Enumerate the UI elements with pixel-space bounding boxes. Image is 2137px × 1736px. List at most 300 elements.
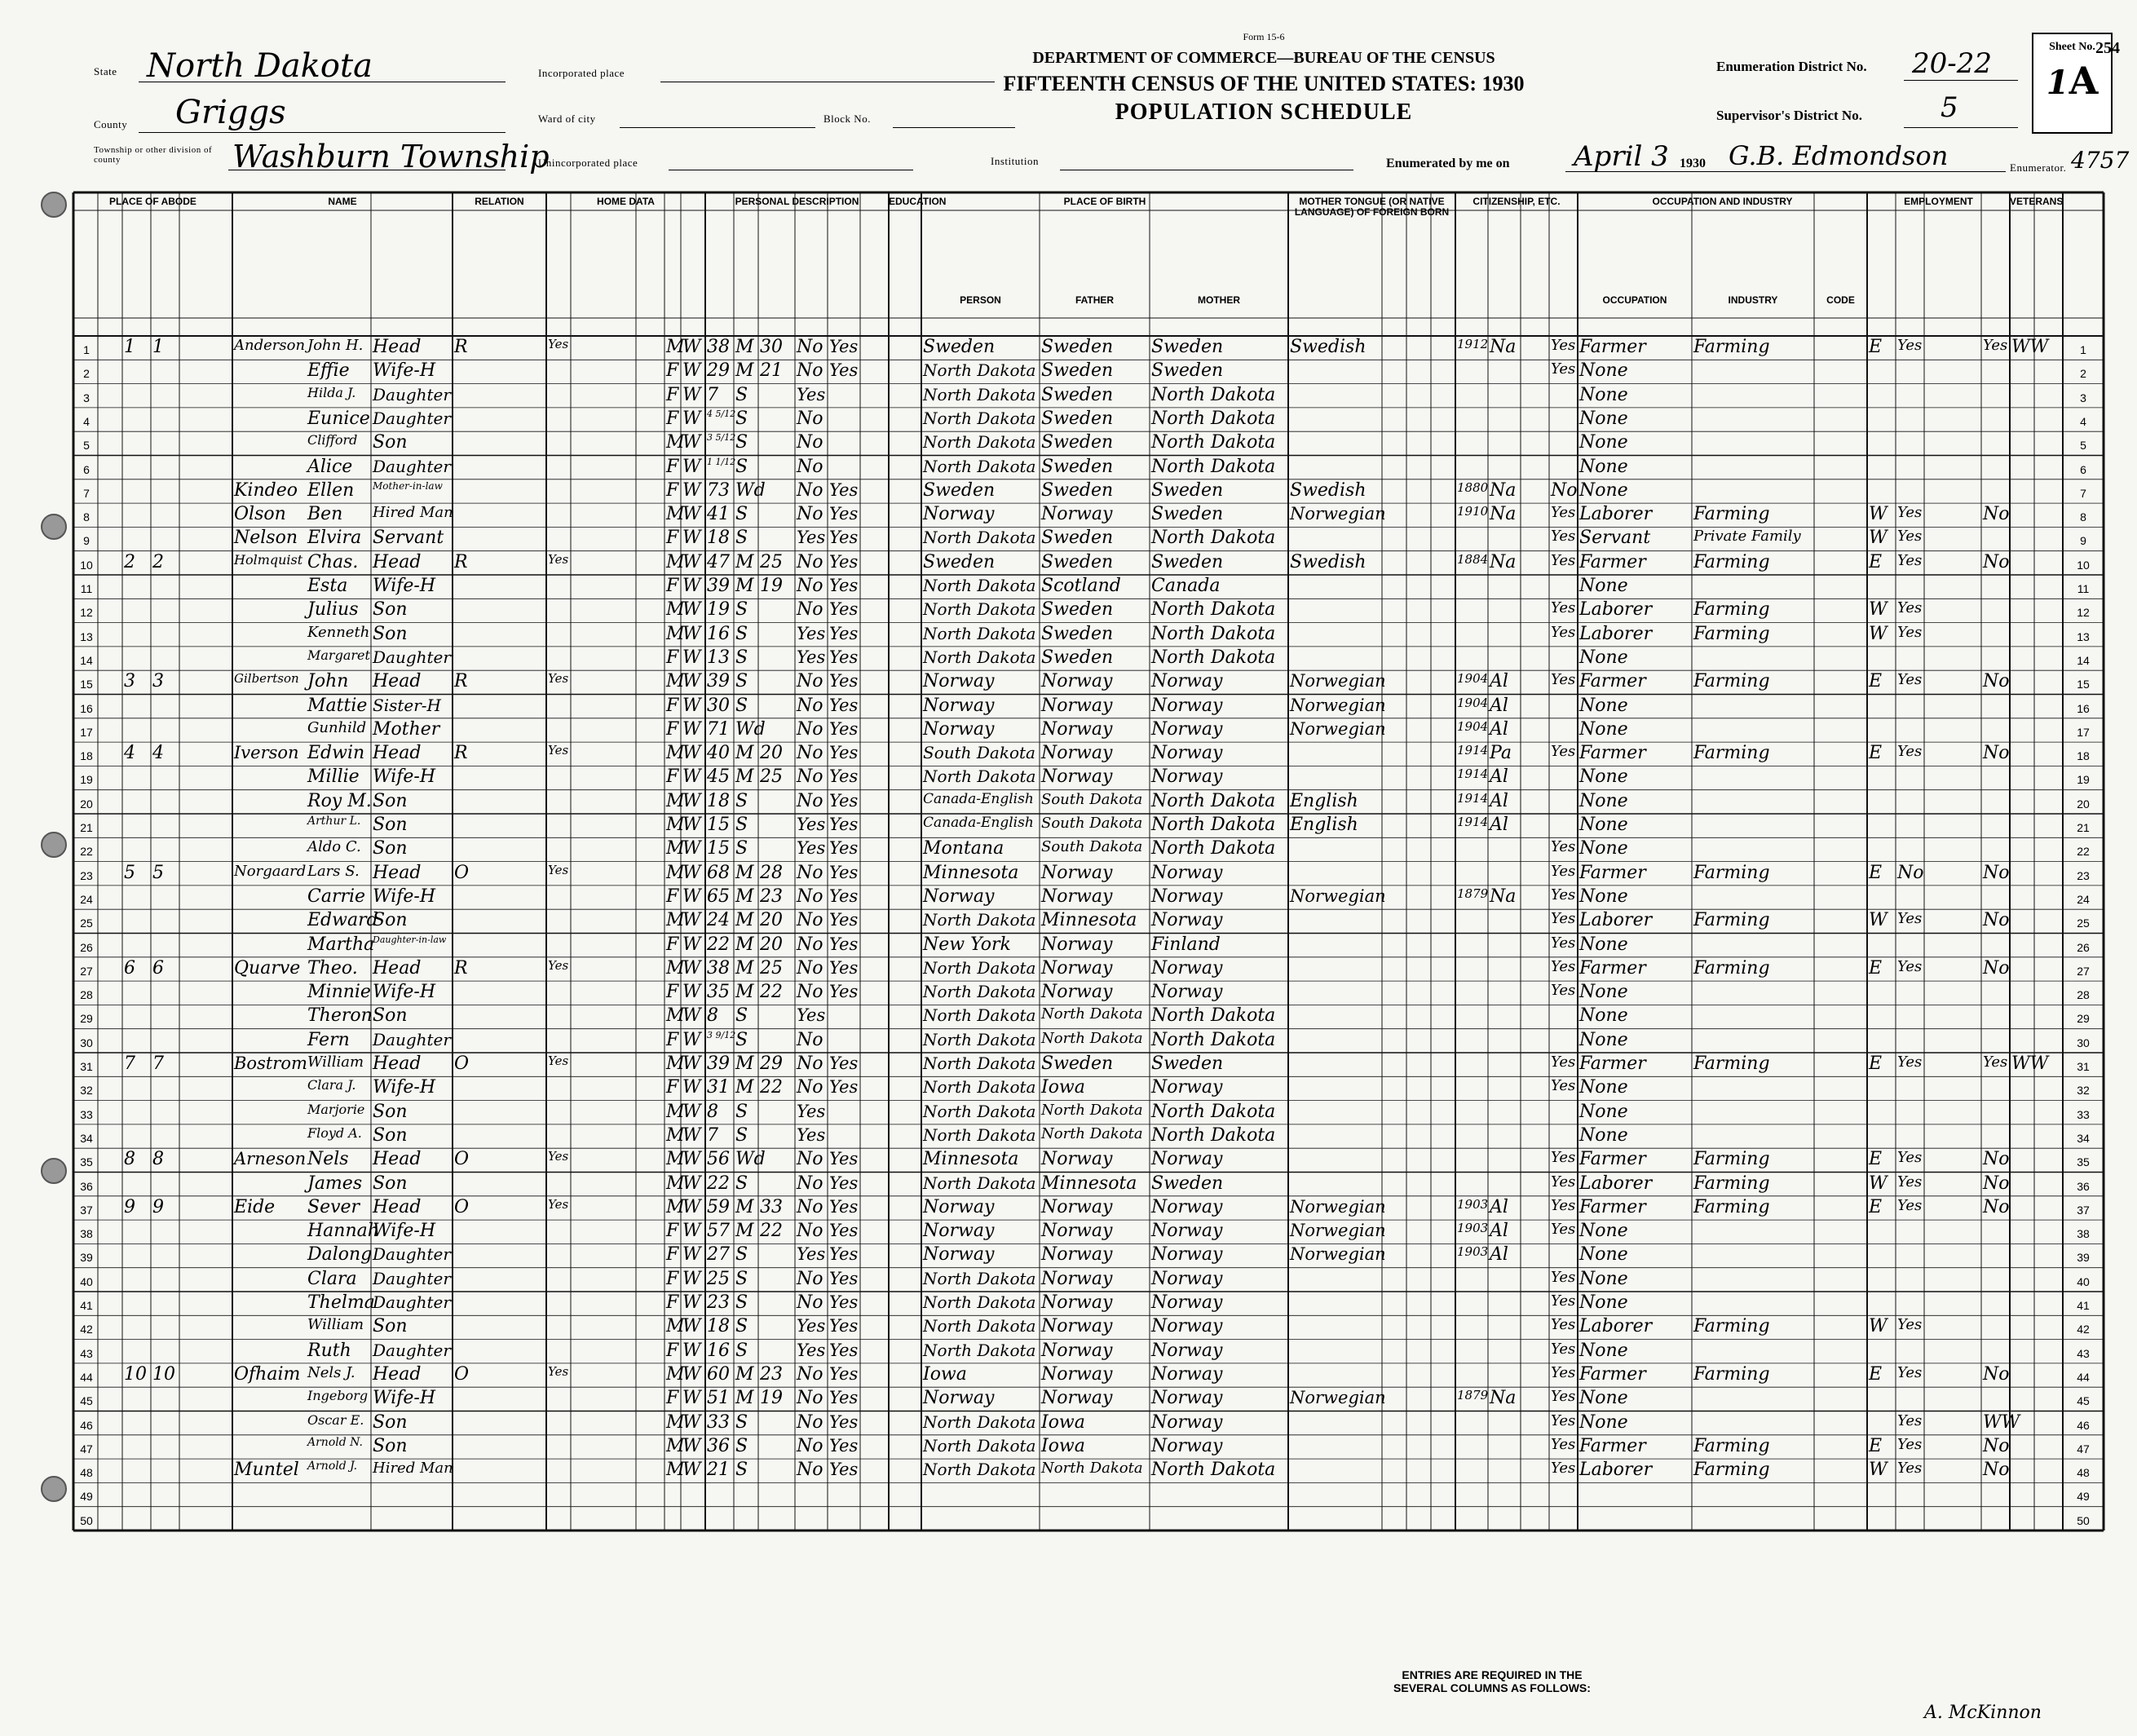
marital-status: S [735,528,748,549]
speaks-english: Yes [1551,337,1576,354]
age: 71 [707,718,730,740]
line-number: 6 [2080,462,2086,476]
group-header: CITIZENSHIP, ETC. [1472,196,1561,207]
birthplace-father: South Dakota [1041,790,1143,808]
line-number: 42 [2077,1323,2090,1336]
family-number: 3 [152,671,164,692]
can-read: Yes [829,886,859,906]
given-name: William [307,1054,364,1071]
industry: Farming [1693,1149,1770,1170]
can-read: Yes [829,1340,859,1360]
immigration-year: 1912 [1457,337,1489,351]
occupation: Laborer [1579,1316,1653,1337]
occupation: None [1579,1340,1628,1361]
marital-status: S [735,695,748,716]
relation: Daughter [373,456,451,476]
age-at-marriage: 19 [760,1388,783,1409]
birthplace-mother: Norway [1151,1244,1223,1266]
given-name: Arnold J. [307,1460,358,1473]
color: W [682,838,701,859]
can-read: Yes [829,479,859,500]
dwelling-number: 2 [124,551,135,572]
birthplace-father: Norway [1041,1149,1113,1170]
birthplace-father: Norway [1041,957,1113,978]
occupation: None [1579,766,1628,788]
industry: Farming [1693,1316,1770,1337]
marital-status: M [735,1077,754,1098]
sex: M [666,862,685,883]
color: W [682,1149,701,1170]
given-name: Hilda J. [307,384,356,400]
birthplace-father: Norway [1041,1268,1113,1289]
veteran: No [1983,862,2010,883]
line-number-left: 26 [80,940,93,954]
sex: F [666,1221,679,1242]
marital-status: S [735,1268,748,1289]
relation: Head [373,1054,422,1074]
line-number-left: 50 [80,1513,93,1527]
column-header: INDUSTRY [1728,294,1778,306]
class-of-worker: E [1869,1054,1883,1074]
occupation: None [1579,1029,1628,1050]
birthplace-father: Minnesota [1041,910,1137,931]
mother-tongue: Norwegian [1290,1388,1386,1408]
birthplace-father: Sweden [1041,408,1114,429]
birthplace-person: Norway [923,695,995,716]
line-number-left: 48 [80,1466,93,1480]
school: Yes [797,1316,826,1336]
class-of-worker: W [1869,528,1888,549]
line-number: 1 [2080,343,2086,356]
dwelling-number: 7 [124,1054,135,1074]
birthplace-father: Norway [1041,982,1113,1003]
sex: M [666,337,685,357]
veteran: Yes [1983,1054,2008,1071]
occupation: None [1579,1124,1628,1146]
occupation: None [1579,815,1628,835]
line-number: 45 [2077,1394,2090,1408]
given-name: Theo. [307,957,358,978]
birthplace-mother: North Dakota [1151,456,1276,477]
birthplace-mother: Norway [1151,718,1223,740]
birthplace-mother: Norway [1151,886,1223,907]
sex: F [666,1029,679,1050]
class-of-worker: W [1869,1173,1888,1194]
speaks-english: Yes [1551,599,1576,617]
birthplace-mother: North Dakota [1151,1029,1276,1050]
line-number: 20 [2077,797,2090,811]
employed: Yes [1897,1435,1923,1453]
speaks-english: Yes [1551,910,1576,928]
birthplace-father: Norway [1041,862,1113,883]
mother-tongue: English [1290,790,1358,811]
birthplace-father: Sweden [1041,360,1114,382]
age-at-marriage: 20 [760,910,783,931]
relation: Hired Man [373,504,453,522]
can-read: Yes [829,1054,859,1073]
birthplace-mother: Sweden [1151,1054,1224,1074]
can-read: Yes [829,1292,859,1312]
veteran: No [1983,1173,2010,1194]
line-number: 8 [2080,510,2086,524]
color: W [682,456,701,477]
industry: Farming [1693,504,1770,525]
color: W [682,1460,701,1481]
given-name: Martha [307,934,375,955]
veteran: WW [1983,1411,2020,1433]
given-name: Clara [307,1268,357,1289]
employed: Yes [1897,743,1923,761]
class-of-worker: E [1869,1363,1883,1385]
industry: Farming [1693,623,1770,644]
sex: M [666,815,685,835]
can-read: Yes [829,1268,859,1288]
line-number-left: 23 [80,868,93,882]
age-at-marriage: 22 [760,1221,783,1242]
immigration-year: 1914 [1457,743,1489,758]
birthplace-father: Sweden [1041,599,1114,621]
marital-status: S [735,1435,748,1456]
can-read: Yes [829,1196,859,1217]
sex: F [666,982,679,1003]
birthplace-father: Norway [1041,1388,1113,1409]
marital-status: M [735,1388,754,1409]
class-of-worker: W [1869,623,1888,644]
sex: M [666,1124,685,1146]
dwelling-number: 8 [124,1149,135,1170]
school: No [797,1388,823,1409]
line-number: 46 [2077,1418,2090,1432]
marital-status: S [735,1173,748,1194]
school: No [797,934,823,955]
line-number-left: 29 [80,1012,93,1026]
employed: Yes [1897,1149,1923,1167]
family-number: 2 [152,551,164,572]
speaks-english: Yes [1551,1149,1576,1167]
naturalization: Al [1490,766,1508,788]
industry: Farming [1693,862,1770,883]
sex: F [666,456,679,477]
surname: Gilbertson [234,671,299,687]
sex: M [666,1005,685,1027]
marital-status: S [735,599,748,621]
birthplace-father: Norway [1041,671,1113,692]
line-number: 40 [2077,1274,2090,1288]
can-read: Yes [829,743,859,763]
color: W [682,1268,701,1289]
age-at-marriage: 22 [760,1077,783,1098]
school: Yes [797,815,826,834]
dwelling-number: 3 [124,671,135,692]
naturalization: Al [1490,790,1508,811]
occupation: None [1579,576,1628,596]
age: 7 [707,384,718,405]
line-number-left: 37 [80,1203,93,1217]
birthplace-father: Norway [1041,1316,1113,1337]
home-tenure: R [454,551,468,572]
color: W [682,862,701,883]
birthplace-person: North Dakota [923,910,1036,930]
line-number: 12 [2077,606,2090,620]
line-number-left: 3 [83,391,90,404]
occupation: Farmer [1579,1435,1646,1456]
birthplace-father: Iowa [1041,1411,1085,1433]
age: 38 [707,957,730,978]
birthplace-father: Sweden [1041,647,1114,668]
birthplace-person: North Dakota [923,982,1036,1002]
relation: Servant [373,528,444,549]
veteran: No [1983,1435,2010,1456]
given-name: Mattie [307,695,368,716]
color: W [682,1196,701,1217]
age: 4 5/12 [707,408,736,419]
school: No [797,1221,823,1242]
birthplace-mother: North Dakota [1151,647,1276,668]
marital-status: M [735,1054,754,1074]
given-name: Carrie [307,886,366,907]
age: 30 [707,695,730,716]
school: No [797,718,823,740]
given-name: Arthur L. [307,815,361,828]
relation: Daughter [373,408,451,428]
birthplace-person: North Dakota [923,456,1036,476]
relation: Son [373,599,408,621]
column-header: OCCUPATION [1602,294,1667,306]
marital-status: S [735,456,748,477]
line-number-left: 46 [80,1418,93,1432]
line-number-left: 4 [83,414,90,428]
sex: M [666,1316,685,1337]
can-read: Yes [829,1435,859,1456]
school: No [797,432,823,453]
state-label: State [94,65,117,77]
school: No [797,790,823,811]
birthplace-mother: Norway [1151,1149,1223,1170]
given-name: Ben [307,504,343,525]
enum-district-value: 20-22 [1912,47,1993,80]
age: 19 [707,599,730,621]
home-tenure: O [454,1196,470,1217]
line-number-left: 10 [80,558,93,572]
line-number-left: 45 [80,1394,93,1408]
industry: Farming [1693,1173,1770,1194]
occupation: None [1579,1101,1628,1122]
class-of-worker: W [1869,1460,1888,1481]
immigration-year: 1903 [1457,1244,1489,1260]
birthplace-father: Norway [1041,504,1113,525]
birthplace-mother: Norway [1151,1388,1223,1409]
birthplace-mother: Norway [1151,1196,1223,1217]
school: No [797,504,823,525]
birthplace-mother: North Dakota [1151,1124,1276,1146]
immigration-year: 1914 [1457,790,1489,806]
given-name: Eunice [307,408,370,429]
color: W [682,1316,701,1337]
class-of-worker: W [1869,599,1888,621]
speaks-english: Yes [1551,528,1576,546]
given-name: Roy M. [307,790,372,811]
age-at-marriage: 30 [760,337,783,357]
relation: Head [373,862,422,883]
birthplace-father: Iowa [1041,1077,1085,1098]
dwelling-number: 10 [124,1363,147,1385]
sex: M [666,1101,685,1122]
sex: F [666,695,679,716]
surname: Olson [234,504,286,525]
color: W [682,504,701,525]
speaks-english: Yes [1551,1340,1576,1358]
family-number: 8 [152,1149,164,1170]
school: No [797,479,823,501]
birthplace-mother: Norway [1151,695,1223,716]
age: 31 [707,1077,730,1098]
marital-status: M [735,982,754,1003]
side-note: 4757 [2071,147,2130,174]
can-read: Yes [829,551,859,572]
age: 39 [707,671,730,692]
speaks-english: Yes [1551,360,1576,378]
sheet-side-value: A [2069,59,2099,103]
employed: Yes [1897,1054,1923,1071]
sex: M [666,1460,685,1481]
can-read: Yes [829,815,859,834]
block-label: Block No. [823,113,871,125]
naturalization: Pa [1490,743,1512,764]
age: 38 [707,337,730,357]
marital-status: M [735,551,754,572]
line-number: 34 [2077,1131,2090,1145]
school: No [797,1077,823,1098]
occupation: None [1579,934,1628,955]
birthplace-person: North Dakota [923,1292,1036,1312]
given-name: John [307,671,349,692]
marital-status: M [735,1221,754,1242]
naturalization: Na [1490,551,1517,572]
occupation: Farmer [1579,1363,1646,1385]
schedule-title: POPULATION SCHEDULE [1115,99,1413,125]
age: 1 1/12 [707,456,736,467]
dwelling-number: 5 [124,862,135,883]
sex: F [666,934,679,955]
color: W [682,1173,701,1194]
birthplace-father: Sweden [1041,1054,1114,1074]
birthplace-mother: Norway [1151,671,1223,692]
naturalization: Al [1490,671,1508,692]
age-at-marriage: 28 [760,862,783,883]
enumerated-label: Enumerated by me on [1386,157,1510,170]
relation: Daughter-in-law [373,934,447,945]
birthplace-mother: Norway [1151,1292,1223,1313]
birthplace-person: North Dakota [923,1173,1036,1193]
marital-status: S [735,1101,748,1122]
birthplace-mother: North Dakota [1151,432,1276,453]
birthplace-mother: Sweden [1151,479,1224,501]
birthplace-father: Sweden [1041,456,1114,477]
birthplace-mother: North Dakota [1151,528,1276,549]
mother-tongue: Norwegian [1290,695,1386,715]
state-value: North Dakota [147,47,373,85]
group-header: RELATION [475,196,524,207]
birthplace-person: North Dakota [923,1029,1036,1049]
group-header: PLACE OF ABODE [109,196,196,207]
color: W [682,718,701,740]
line-number: 38 [2077,1227,2090,1241]
age: 24 [707,910,730,931]
occupation: None [1579,456,1628,477]
given-name: Edwin [307,743,365,764]
occupation: None [1579,1411,1628,1433]
birthplace-father: Norway [1041,766,1113,788]
naturalization: Al [1490,1244,1508,1266]
given-name: Gunhild [307,718,367,736]
dwelling-number: 6 [124,957,135,978]
surname: Bostrom [234,1054,307,1073]
birthplace-mother: Sweden [1151,360,1224,382]
industry: Farming [1693,1435,1770,1456]
relation: Daughter [373,647,451,667]
birthplace-person: Norway [923,1196,995,1217]
sex: M [666,671,685,692]
sex: F [666,479,679,501]
occupation: Servant [1579,528,1651,549]
class-of-worker: E [1869,1196,1883,1217]
class-of-worker: W [1869,910,1888,931]
family-number: 5 [152,862,164,883]
sex: M [666,1363,685,1385]
color: W [682,790,701,811]
immigration-year: 1903 [1457,1196,1489,1212]
relation: Wife-H [373,982,436,1003]
school: No [797,695,823,716]
line-number-left: 20 [80,797,93,811]
surname: Muntel [234,1460,299,1481]
age: 18 [707,1316,730,1337]
veteran: No [1983,1149,2010,1170]
relation: Head [373,1196,422,1217]
sex: F [666,1244,679,1266]
age-at-marriage: 23 [760,1363,783,1385]
occupation: None [1579,1221,1628,1242]
can-read: Yes [829,1363,859,1384]
county-label: County [94,118,128,130]
home-tenure: O [454,1149,470,1170]
occupation: None [1579,1077,1628,1098]
given-name: Esta [307,576,348,596]
age: 18 [707,528,730,549]
given-name: Oscar E. [307,1411,364,1428]
birthplace-person: Sweden [923,479,996,501]
birthplace-father: North Dakota [1041,1029,1143,1047]
speaks-english: Yes [1551,1054,1576,1071]
group-header: PLACE OF BIRTH [1063,196,1146,207]
occupation: None [1579,384,1628,405]
age: 7 [707,1124,718,1146]
school: No [797,1460,823,1481]
occupation: None [1579,1244,1628,1266]
relation: Head [373,551,422,572]
birthplace-person: North Dakota [923,1124,1036,1145]
marital-status: S [735,1029,748,1050]
line-number: 23 [2077,868,2090,882]
line-number-left: 44 [80,1370,93,1384]
school: Yes [797,1005,826,1026]
county-value: Griggs [175,94,286,131]
veteran: Yes [1983,337,2008,354]
home-tenure: O [454,1363,470,1385]
age: 68 [707,862,730,883]
immigration-year: 1884 [1457,551,1489,567]
speaks-english: Yes [1551,934,1576,952]
